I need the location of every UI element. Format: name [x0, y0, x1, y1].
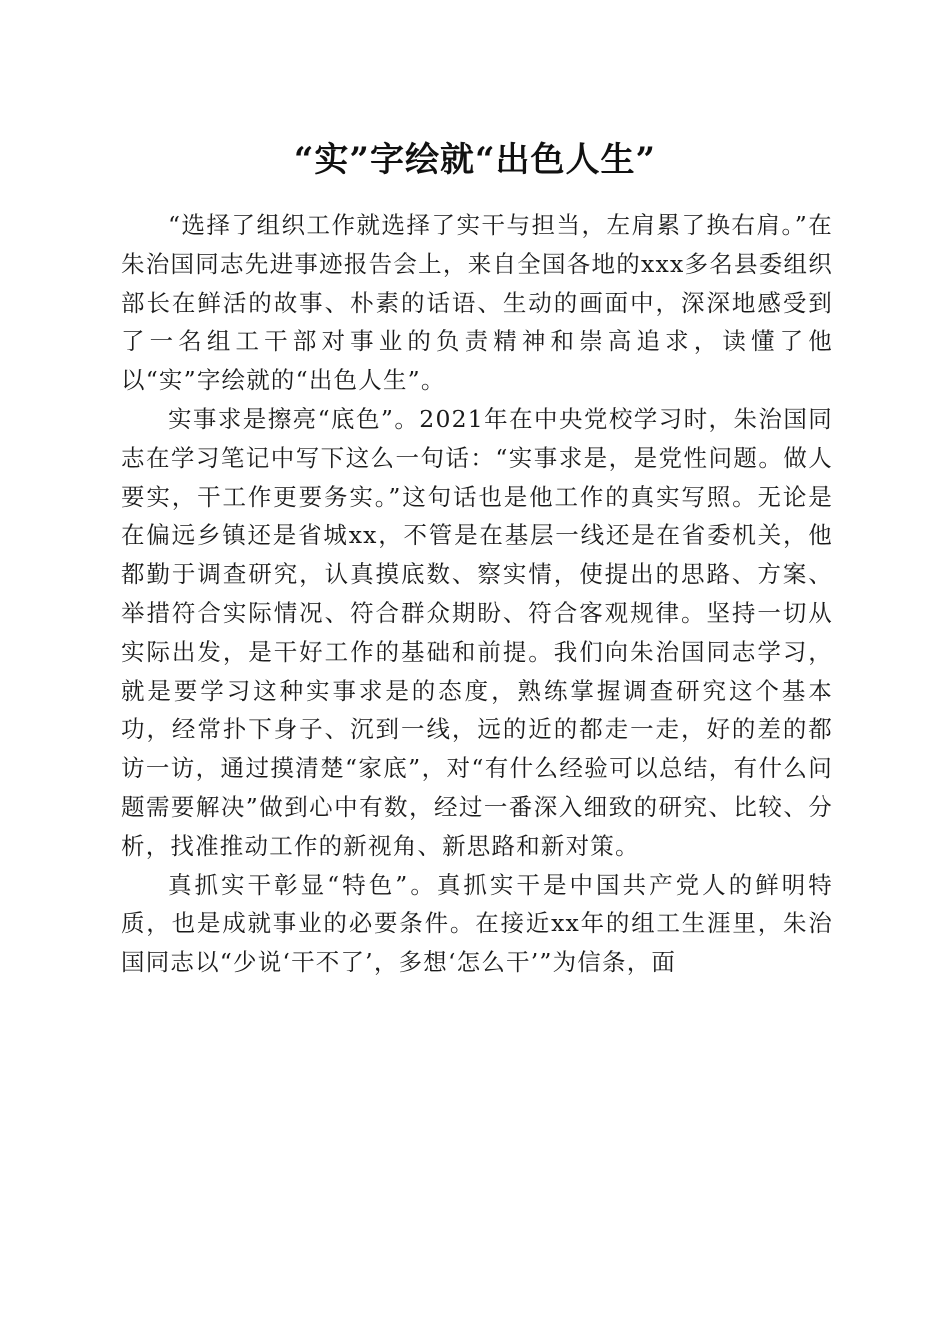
- paragraph-seek-truth: 实事求是擦亮“底色”。2021年在中央党校学习时，朱治国同志在学习笔记中写下这么一句话：“实事求是，是党性问题。做人要实，干工作更要务实。”这句话也是他工作的真实写照。无论是在偏远乡镇还是省城xx，不管是在基层一线还是在省委机关，他都勤于调查研究，认真摸底数、察实情，使提出的思路、方案、举措符合实际情况、符合群众期盼、符合客观规律。坚持一切从实际出发，是干好工作的基础和前提。我们向朱治国同志学习，就是要学习这种实事求是的态度，熟练掌握调查研究这个基本功，经常扑下身子、沉到一线，远的近的都走一走，好的差的都访一访，通过摸清楚“家底”，对“有什么经验可以总结，有什么问题需要解决”做到心中有数，经过一番深入细致的研究、比较、分析，找准推动工作的新视角、新思路和新对策。: [121, 404, 833, 860]
- document-body: [121, 206, 833, 982]
- document-title: “实”字绘就“出色人生”: [293, 140, 657, 180]
- paragraph-hard-work: 真抓实干彰显“特色”。真抓实干是中国共产党人的鲜明特质，也是成就事业的必要条件。在接近xx年的组工生涯里，朱治国同志以“少说‘干不了’，多想‘怎么干’”为信条，面: [121, 870, 833, 977]
- paragraph-intro: “选择了组织工作就选择了实干与担当，左肩累了换右肩。”在朱治国同志先进事迹报告会上，来自全国各地的xxx多名县委组织部长在鲜活的故事、朴素的话语、生动的画面中，深深地感受到了一名组工干部对事业的负责精神和崇高追求，读懂了他以“实”字绘就的“出色人生”。: [121, 211, 833, 395]
